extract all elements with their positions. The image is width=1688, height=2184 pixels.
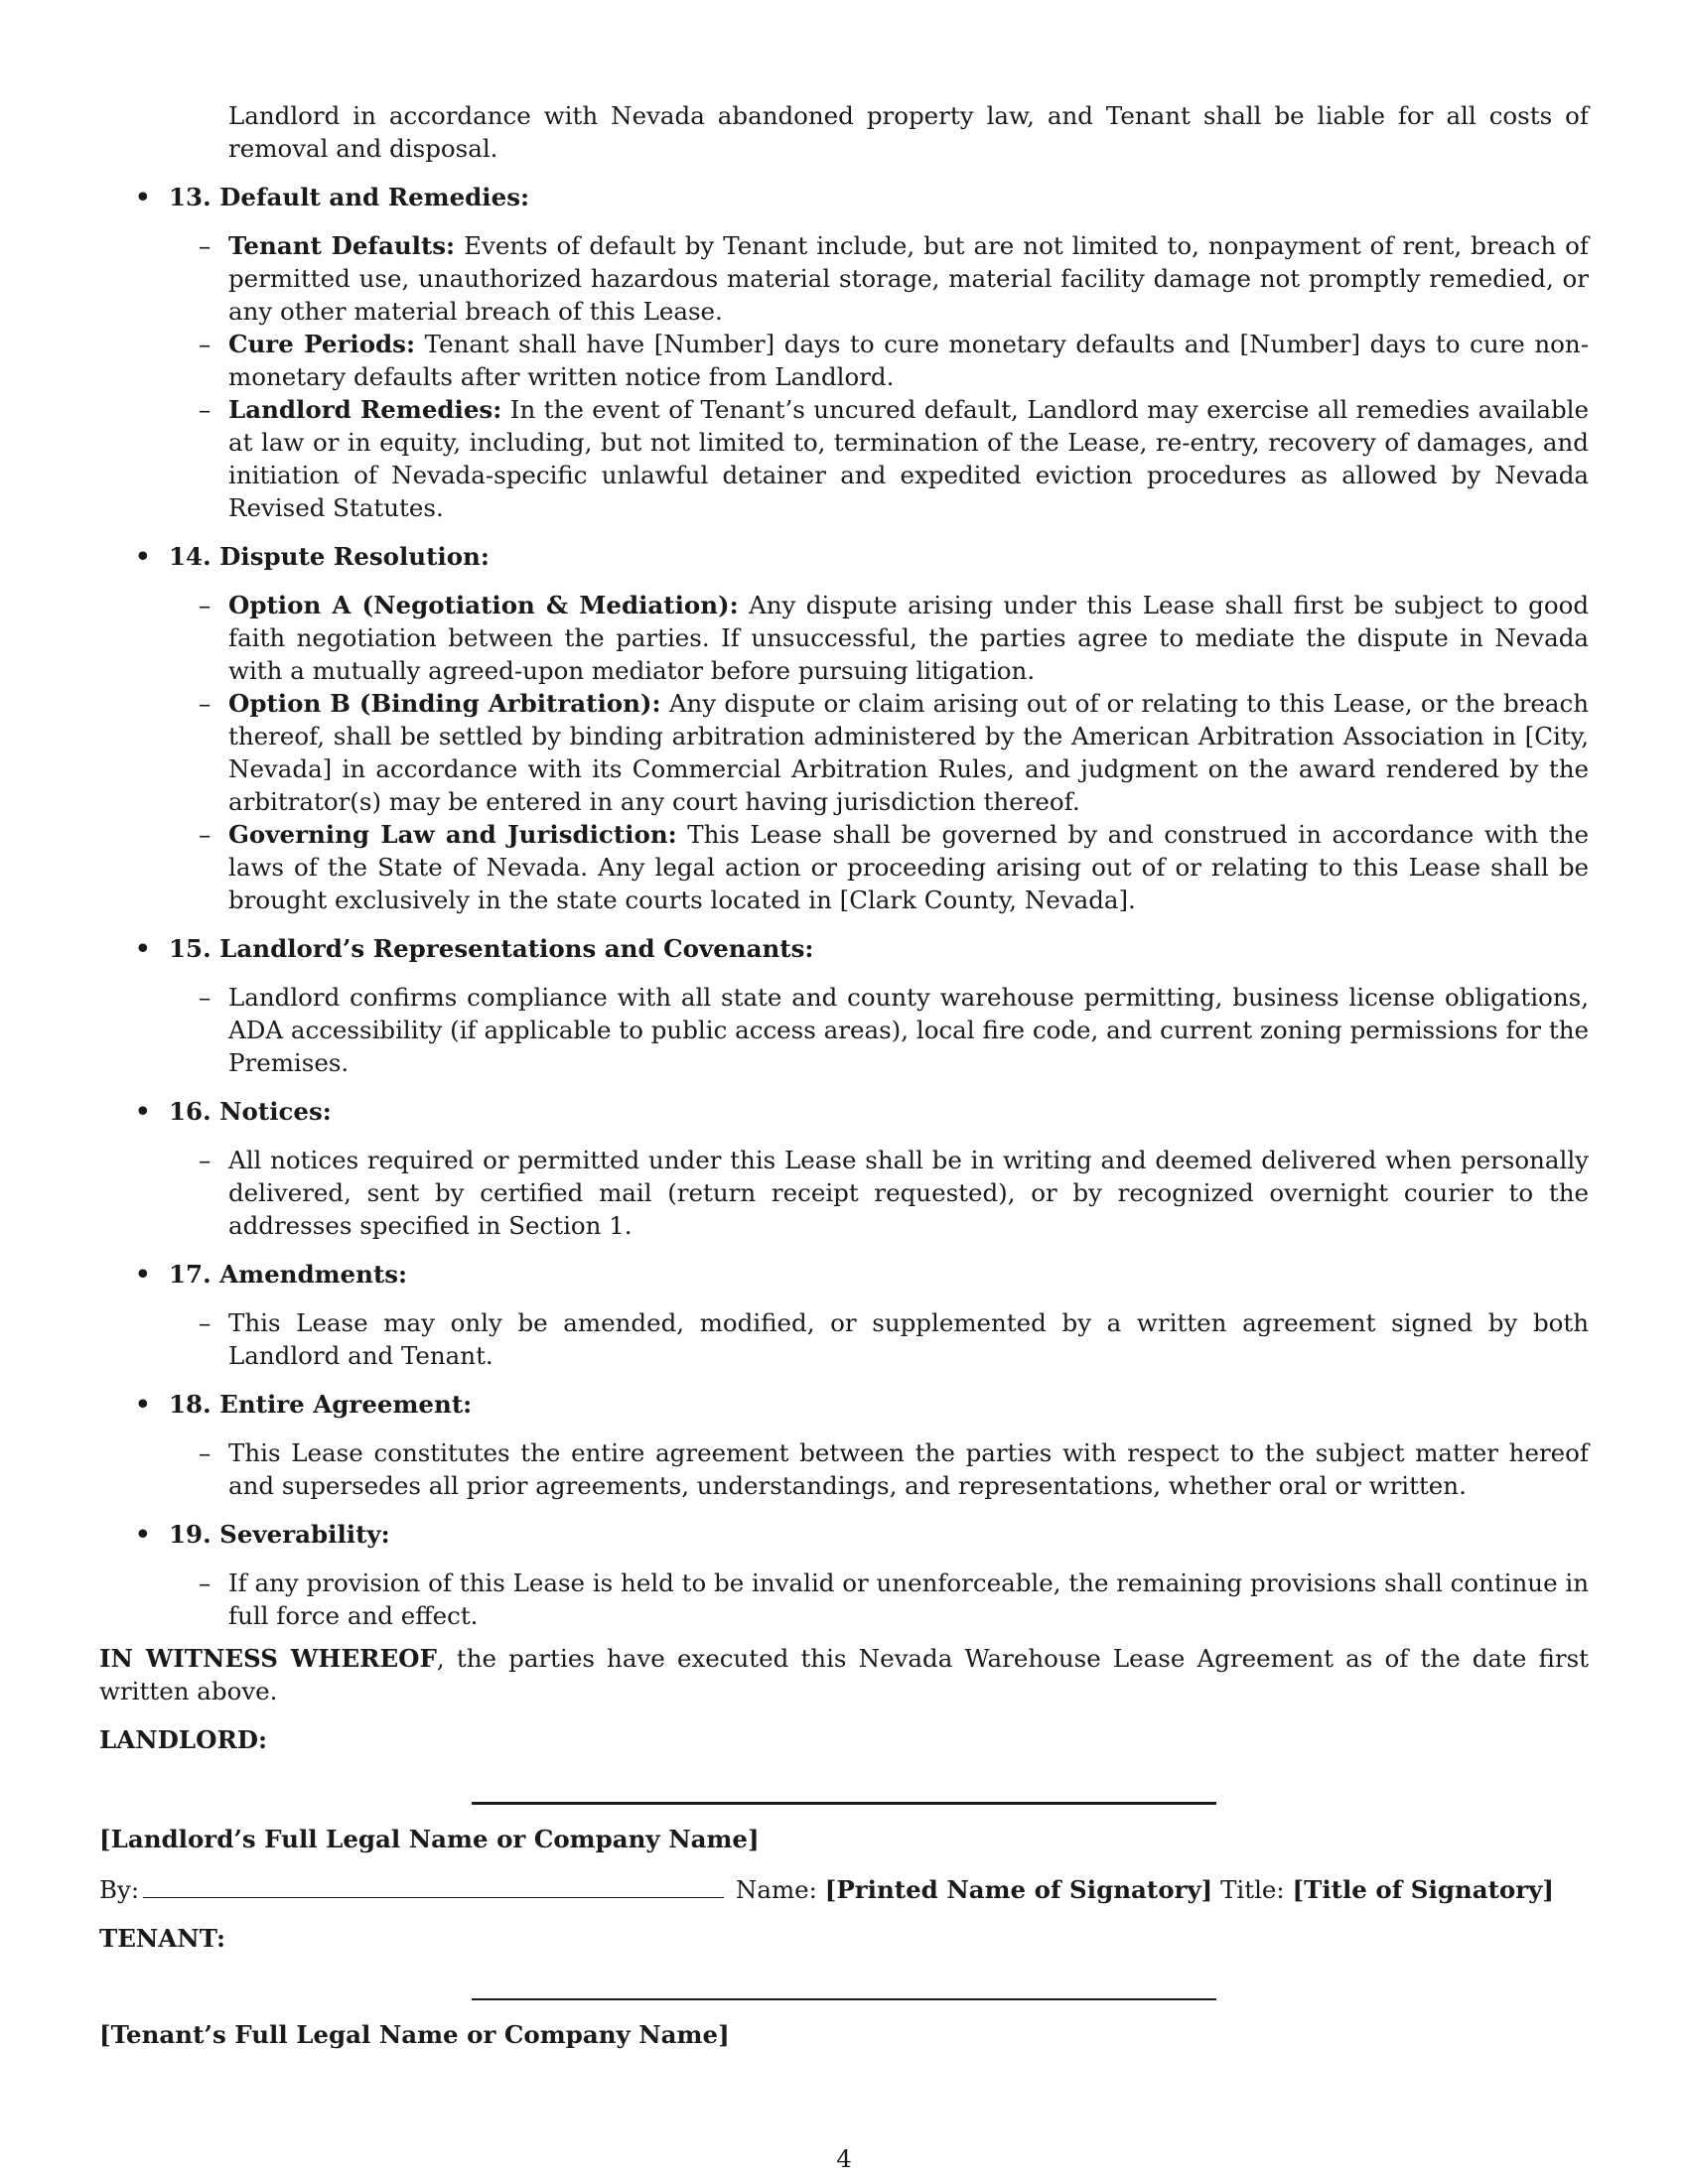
section-heading <box>99 932 1589 965</box>
landlord-heading: LANDLORD: <box>99 1725 268 1754</box>
witness-clause <box>99 1642 1589 1707</box>
section-items <box>99 1306 1589 1372</box>
tenant-name: [Tenant’s Full Legal Name or Company Name] <box>99 2020 730 2049</box>
section <box>99 540 1589 916</box>
section-items <box>99 229 1589 524</box>
item-text: All notices required or permitted under this Lease shall be in writing and deemed delivered when personally delivered, sent by certified mail (return receipt requested), or by recognized overnight courier to the addresses specified in Section 1. <box>228 1146 1589 1240</box>
list-item <box>99 1306 1589 1372</box>
section-heading <box>99 1258 1589 1291</box>
section-heading-text: 17. Amendments: <box>169 1260 408 1289</box>
title-value: [Title of Signatory] <box>1292 1875 1554 1904</box>
item-text: Landlord confirms compliance with all state and county warehouse permitting, business license obligations, ADA accessibility (if applicable to public access areas), local fire code, and current zoning permissions for the Premises. <box>228 983 1589 1077</box>
by-label: By: <box>99 1875 140 1904</box>
by-signature-blank <box>143 1875 724 1898</box>
section <box>99 1518 1589 1632</box>
landlord-by-row <box>99 1873 1589 1906</box>
item-label: Option B (Binding Arbitration): <box>228 689 661 718</box>
list-item <box>99 328 1589 393</box>
section-items <box>99 1144 1589 1242</box>
section-heading-text: 19. Severability: <box>169 1520 390 1549</box>
landlord-signature-line <box>472 1802 1216 1805</box>
item-text: In the event of Tenant’s uncured default, Landlord may exercise all remedies available at law or in equity, including, but not limited to, termination of the Lease, re-entry, recovery of damages, and initiation of Nevada-specific unlawful detainer and expedited eviction procedures as allowed by Nevada Revised Statutes. <box>228 395 1590 522</box>
section-items <box>99 1436 1589 1502</box>
item-text: This Lease may only be amended, modified, or supplemented by a written agreement signed by both Landlord and Tenant. <box>228 1308 1589 1370</box>
dash-marker: – <box>199 1569 211 1597</box>
bullet-marker: • <box>135 1097 151 1126</box>
continuation-paragraph: Landlord in accordance with Nevada abandoned property law, and Tenant shall be liable for all costs of removal and disposal. <box>228 101 1589 163</box>
section-items <box>99 1567 1589 1632</box>
document-page <box>99 99 1589 2051</box>
dash-marker: – <box>199 983 211 1012</box>
title-label: Title: <box>1220 1875 1285 1904</box>
list-item <box>99 1436 1589 1502</box>
item-text: Any dispute arising under this Lease shall first be subject to good faith negotiation between the parties. If unsuccessful, the parties agree to mediate the dispute in Nevada with a mutually agreed-upon mediator before pursuing litigation. <box>228 591 1589 685</box>
item-label: Tenant Defaults: <box>228 231 456 260</box>
dash-marker: – <box>199 1438 211 1467</box>
item-label: Governing Law and Jurisdiction: <box>228 820 677 849</box>
landlord-name: [Landlord’s Full Legal Name or Company Name] <box>99 1825 760 1853</box>
item-text: This Lease shall be governed by and construed in accordance with the laws of the State of Nevada. Any legal action or proceeding arising out of or relating to this Lease shall be brought exclusively in the state courts located in [Clark County, Nevada]. <box>228 820 1590 914</box>
section <box>99 932 1589 1079</box>
bullet-marker: • <box>135 1260 151 1289</box>
item-text: Tenant shall have [Number] days to cure monetary defaults and [Number] days to cure non-monetary defaults after written notice from Landlord. <box>228 330 1589 391</box>
dash-marker: – <box>199 820 211 849</box>
dash-marker: – <box>199 1308 211 1337</box>
section-heading <box>99 1095 1589 1128</box>
dash-marker: – <box>199 231 211 260</box>
item-label: Landlord Remedies: <box>228 395 502 424</box>
section-heading-text: 13. Default and Remedies: <box>169 183 530 211</box>
tenant-heading: TENANT: <box>99 1924 226 1953</box>
bullet-marker: • <box>135 183 151 211</box>
page-number: 4 <box>836 2144 852 2173</box>
printed-name: [Printed Name of Signatory] <box>824 1875 1213 1904</box>
witness-text: , the parties have executed this Nevada Warehouse Lease Agreement as of the date first written above. <box>99 1644 1589 1706</box>
section-heading <box>99 1518 1589 1551</box>
item-text: Events of default by Tenant include, but are not limited to, nonpayment of rent, breach of permitted use, unauthorized hazardous material storage, material facility damage not promptly remedied, or any other material breach of this Lease. <box>228 231 1589 326</box>
dash-marker: – <box>199 1146 211 1174</box>
section-heading <box>99 181 1589 213</box>
list-item <box>99 229 1589 328</box>
list-item <box>99 1567 1589 1632</box>
item-label: Option A (Negotiation & Mediation): <box>228 591 739 619</box>
bullet-marker: • <box>135 542 151 571</box>
list-item <box>99 687 1589 818</box>
item-text: This Lease constitutes the entire agreement between the parties with respect to the subject matter hereof and supersedes all prior agreements, understandings, and representations, whether oral or written. <box>228 1438 1589 1500</box>
item-label: Cure Periods: <box>228 330 416 358</box>
dash-marker: – <box>199 591 211 619</box>
section-heading <box>99 1388 1589 1421</box>
list-item <box>99 981 1589 1079</box>
bullet-marker: • <box>135 934 151 963</box>
section-heading-text: 18. Entire Agreement: <box>169 1390 473 1419</box>
section-items <box>99 981 1589 1079</box>
section-heading-text: 14. Dispute Resolution: <box>169 542 490 571</box>
dash-marker: – <box>199 330 211 358</box>
list-item <box>99 393 1589 524</box>
section <box>99 1095 1589 1242</box>
section-items <box>99 589 1589 916</box>
section <box>99 1388 1589 1502</box>
list-item <box>99 589 1589 687</box>
list-item <box>99 818 1589 916</box>
section <box>99 181 1589 524</box>
tenant-signature-line <box>472 1998 1216 2000</box>
bullet-marker: • <box>135 1520 151 1549</box>
name-label: Name: <box>735 1875 817 1904</box>
list-item <box>99 1144 1589 1242</box>
section-heading-text: 16. Notices: <box>169 1097 332 1126</box>
dash-marker: – <box>199 395 211 424</box>
item-text: If any provision of this Lease is held to be invalid or unenforceable, the remaining provisions shall continue in full force and effect. <box>228 1569 1589 1630</box>
section-heading <box>99 540 1589 573</box>
sections-list <box>99 181 1589 1632</box>
bullet-marker: • <box>135 1390 151 1419</box>
item-text: Any dispute or claim arising out of or relating to this Lease, or the breach thereof, shall be settled by binding arbitration administered by the American Arbitration Association in [City, Nevada] in accordance with its Commercial Arbitration Rules, and judgment on the award rendered by the arbitrator(s) may be entered in any court having jurisdiction thereof. <box>228 689 1589 816</box>
section-heading-text: 15. Landlord’s Representations and Covenants: <box>169 934 814 963</box>
dash-marker: – <box>199 689 211 718</box>
witness-bold: IN WITNESS WHEREOF <box>99 1644 437 1673</box>
section <box>99 1258 1589 1372</box>
